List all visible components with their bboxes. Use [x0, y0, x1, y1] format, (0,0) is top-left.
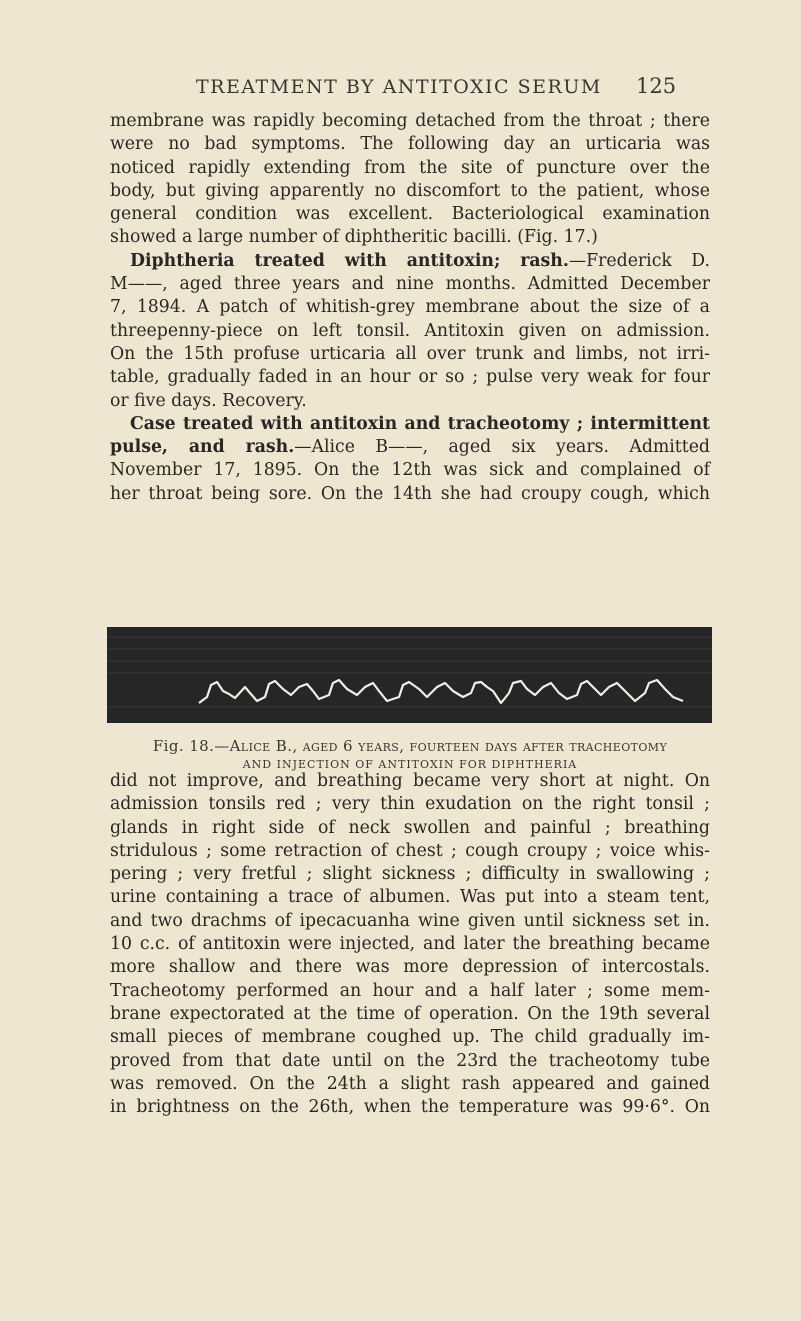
text-line: admission tonsils red ; very thin exudation on the right tonsil ; [110, 794, 710, 815]
text-line: general condition was excellent. Bacteriological examination [110, 204, 710, 225]
text-line: in brightness on the 26th, when the temperature was 99·6°. On [110, 1097, 710, 1118]
text-line: her throat being sore. On the 14th she had croupy cough, which [110, 483, 710, 504]
text-line: stridulous ; some retraction of chest ; cough croupy ; voice whis- [110, 840, 710, 861]
body-text-top [110, 110, 710, 506]
text-line: November 17, 1895. On the 12th was sick and complained of [110, 460, 710, 481]
text-line: table, gradually faded in an hour or so ; pulse very weak for four [110, 367, 710, 388]
text-line: noticed rapidly extending from the site of puncture over the [110, 157, 710, 178]
text-line: Tracheotomy performed an hour and a half later ; some mem- [110, 980, 710, 1001]
figure-caption [110, 737, 710, 771]
text-line: pering ; very fretful ; slight sickness ; difficulty in swallowing ; [110, 864, 710, 885]
figure-label: Fig. 18.— [152, 737, 230, 755]
text-line: 10 c.c. of antitoxin were injected, and later the breathing became [110, 934, 710, 955]
running-head [0, 74, 801, 104]
text-line: threepenny-piece on left tonsil. Antitoxin given on admission. [110, 320, 710, 341]
text-line: was removed. On the 24th a slight rash appeared and gained [110, 1073, 710, 1094]
case2-heading-cont: pulse, and rash. [110, 437, 295, 458]
case2-first-line [110, 436, 710, 459]
caption-main: Alice B., aged 6 years, fourteen days after tracheotomy [229, 737, 668, 755]
text-line: M——, aged three years and nine months. Admitted December [110, 274, 710, 295]
text-line: glands in right side of neck swollen and painful ; breathing [110, 817, 710, 838]
text-line: membrane was rapidly becoming detached from the throat ; there [110, 111, 710, 131]
running-title: TREATMENT BY ANTITOXIC SERUM [196, 76, 602, 98]
case1-text: —Frederick D. [568, 250, 710, 271]
text-line: and two drachms of ipecacuanha wine given until sickness set in. [110, 910, 710, 931]
text-line: were no bad symptoms. The following day an urticaria was [110, 134, 710, 155]
caption-line-1 [110, 737, 710, 755]
body-text-bottom [110, 770, 710, 1119]
text-line: or five days. Recovery. [110, 390, 307, 411]
text-line: 7, 1894. A patch of whitish-grey membrane about the size of a [110, 297, 710, 318]
text-line: body, but giving apparently no discomfort to the patient, whose [110, 180, 710, 201]
text-line: urine containing a trace of albumen. Was put into a steam tent, [110, 887, 710, 908]
pulse-tracing-figure [107, 627, 712, 723]
text-line: did not improve, and breathing became very short at night. On [110, 771, 710, 791]
case1-first-line [110, 250, 710, 273]
text-line: showed a large number of diphtheritic bacilli. (Fig. 17.) [110, 227, 598, 248]
case2-heading: Case treated with antitoxin and tracheotomy ; intermittent [130, 413, 710, 434]
case1-heading: Diphtheria treated with antitoxin; rash. [130, 250, 569, 271]
case2-text: —Alice B——, aged six years. Admitted [294, 437, 710, 458]
text-line: more shallow and there was more depression of intercostals. [110, 957, 710, 978]
text-line: brane expectorated at the time of operation. On the 19th several [110, 1003, 710, 1024]
text-line: proved from that date until on the 23rd the tracheotomy tube [110, 1050, 710, 1071]
text-line: On the 15th profuse urticaria all over trunk and limbs, not irri- [110, 343, 710, 364]
text-line: small pieces of membrane coughed up. The child gradually im- [110, 1027, 710, 1048]
caption-line-2: AND INJECTION OF ANTITOXIN FOR DIPHTHERIA [242, 758, 578, 771]
page-number: 125 [636, 74, 677, 98]
tracing-background [107, 627, 712, 723]
